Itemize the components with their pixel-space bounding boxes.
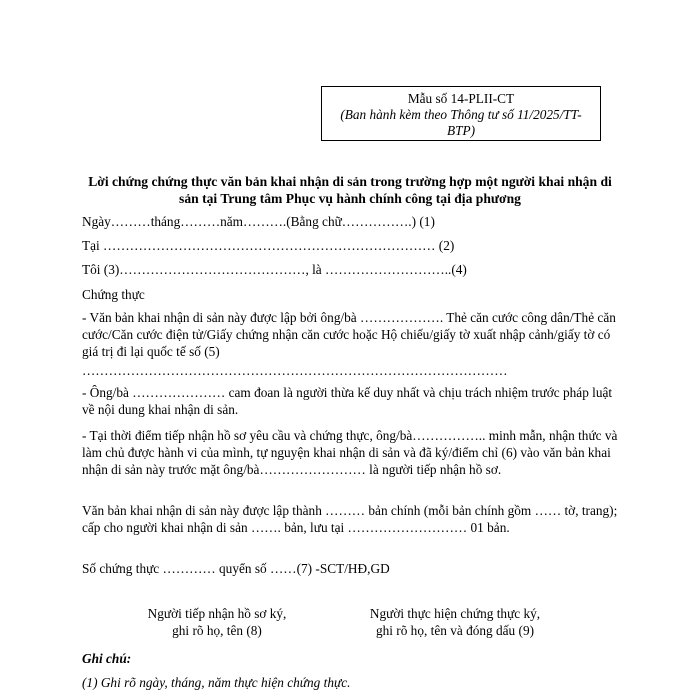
clause-commitment: - Ông/bà ………………… cam đoan là người thừa kế duy nhất và chịu trách nhiệm trước pháp luật về nội dung khai nhận di sản.	[82, 385, 613, 418]
clause-identity: - Văn bản khai nhận di sản này được lập bởi ông/bà ………………. Thẻ căn cước công dân/Thẻ căn cước/Căn cước điện tử/Giấy chứng nhận căn cước hoặc Hộ chiếu/giấy tờ xuất nhập cảnh/giấy tờ có giá trị đi lại quốc tế số (5)	[82, 310, 616, 360]
certification-number-line: Số chứng thực ………… quyển số ……(7) -SCT/HĐ,GD	[82, 561, 390, 576]
signature-certifier-line2: ghi rõ họ, tên và đóng dấu (9)	[375, 622, 535, 638]
form-code: Mẫu số 14-PLII-CT	[407, 91, 515, 106]
signature-receiver-line2: ghi rõ họ, tên (8)	[172, 622, 262, 638]
signature-certifier	[335, 606, 575, 639]
place-line: Tại ………………………………………………………………… (2)	[82, 238, 455, 253]
signature-certifier-line1: Người thực hiện chứng thực ký,	[369, 606, 541, 621]
signature-receiver-line1: Người tiếp nhận hồ sơ ký,	[147, 606, 287, 621]
clause-capacity: - Tại thời điểm tiếp nhận hồ sơ yêu cầu và chứng thực, ông/bà…………….. minh mẫn, nhận thức và làm chủ được hành vi của mình, tự nguyện khai nhận di sản và đã ký/điểm chỉ (6) vào văn bản khai nhận di sản này trước mặt ông/bà…………………… là người tiếp nhận hồ sơ.	[82, 428, 618, 478]
copies-paragraph: Văn bản khai nhận di sản này được lập thành ……… bản chính (mỗi bản chính gồm …… tờ, trang); cấp cho người khai nhận di sản ……. bản, lưu tại ……………………… 01 bản.	[82, 503, 618, 536]
note-item: (1) Ghi rõ ngày, tháng, năm thực hiện chứng thực.	[82, 675, 351, 690]
dotted-line: ……………………………………………………………………………………	[82, 363, 508, 378]
notes-heading: Ghi chú:	[82, 651, 132, 666]
signature-receiver	[97, 606, 337, 639]
form-issued-by: (Ban hành kèm theo Thông tư số 11/2025/TT-BTP)	[340, 106, 582, 138]
date-line: Ngày………tháng………năm……….(Bằng chữ…………….) (1)	[82, 214, 435, 229]
document-title: Lời chứng chứng thực văn bản khai nhận di sản trong trường hợp một người khai nhận di sản tại Trung tâm Phục vụ hành chính công tại địa phương	[88, 174, 612, 206]
officer-line: Tôi (3)……………………………………, là ………………………..(4)	[82, 262, 467, 277]
certify-heading: Chứng thực	[82, 287, 145, 302]
form-code-box	[321, 86, 601, 141]
